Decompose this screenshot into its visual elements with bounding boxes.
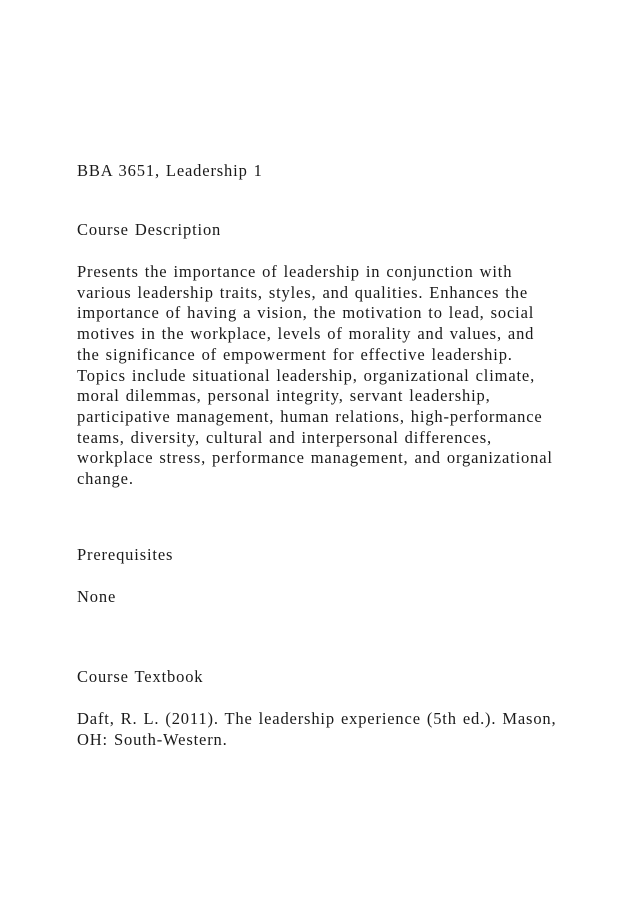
description-line: importance of having a vision, the motivation to lead, social <box>77 303 535 323</box>
description-line: participative management, human relations, high-performance <box>77 406 543 426</box>
prerequisites-value: None <box>77 587 117 606</box>
description-line: teams, diversity, cultural and interpersonal differences, <box>77 427 492 447</box>
description-line: change. <box>77 469 134 489</box>
description-paragraph <box>77 262 553 490</box>
description-line: workplace stress, performance management, and organizational <box>77 448 553 468</box>
description-line: the significance of empowerment for effective leadership. <box>77 344 513 364</box>
textbook-heading: Course Textbook <box>77 667 204 686</box>
description-line: various leadership traits, styles, and qualities. Enhances the <box>77 282 529 302</box>
description-line: moral dilemmas, personal integrity, servant leadership, <box>77 386 491 406</box>
textbook-line: Daft, R. L. (2011). The leadership experience (5th ed.). Mason, <box>77 709 557 728</box>
prerequisites-heading: Prerequisites <box>77 545 174 564</box>
description-heading: Course Description <box>77 220 222 239</box>
textbook-citation <box>77 709 557 750</box>
description-line: Presents the importance of leadership in conjunction with <box>77 262 513 281</box>
description-line: motives in the workplace, levels of morality and values, and <box>77 324 535 344</box>
course-title: BBA 3651, Leadership 1 <box>77 161 263 180</box>
textbook-line: OH: South-Western. <box>77 729 228 749</box>
description-line: Topics include situational leadership, organizational climate, <box>77 365 536 385</box>
